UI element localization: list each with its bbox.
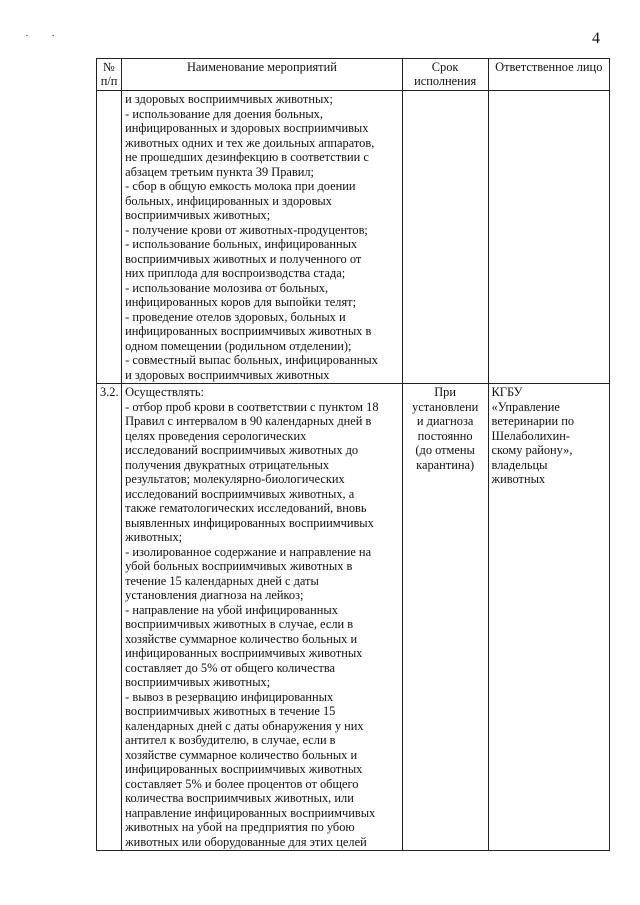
- table-header-row: [97, 59, 610, 91]
- text-line: календарных дней с даты обнаружения у них: [125, 718, 364, 733]
- text-line: - направление на убой инфицированных: [125, 602, 338, 617]
- cell-number-empty: [97, 91, 122, 384]
- text-line: инфицированных и здоровых восприимчивых: [125, 121, 369, 135]
- text-line: установления диагноза на лейкоз;: [125, 588, 304, 602]
- header-number: № п/п: [97, 59, 122, 91]
- text-line: ветеринарии по: [491, 414, 575, 428]
- text-line: количества восприимчивых животных, или: [125, 791, 354, 805]
- table-row-continued: [97, 91, 610, 384]
- text-line: животных на убой на предприятия по убою: [125, 820, 355, 834]
- text-line: Шелаболихин-: [491, 428, 570, 443]
- text-line: хозяйстве суммарное количество больных и: [125, 747, 358, 762]
- text-line: инфицированных коров для выпойки телят;: [125, 295, 357, 309]
- text-line: исследований восприимчивых животных до: [125, 443, 359, 457]
- text-line: - совместный выпас больных, инфицированных: [125, 353, 378, 367]
- text-line: инфицированных восприимчивых животных в: [125, 324, 372, 338]
- responsible-lines: [492, 385, 606, 487]
- corner-marks: · ·: [25, 30, 66, 42]
- cell-responsible-empty: [488, 91, 609, 384]
- text-line: одном помещении (родильном отделении);: [125, 338, 352, 353]
- text-line: и здоровых восприимчивых животных;: [125, 92, 333, 106]
- text-line: восприимчивых животных;: [125, 675, 271, 689]
- page-number: 4: [592, 30, 600, 47]
- activity-lines: [125, 385, 399, 849]
- text-line: восприимчивых животных в случае, если в: [125, 617, 354, 631]
- text-line: исследований восприимчивых животных, а: [125, 486, 355, 501]
- text-line: При: [434, 385, 457, 399]
- cell-deadline: [402, 384, 488, 851]
- text-line: антител к возбудителю, в случае, если в: [125, 733, 336, 747]
- text-line: - проведение отелов здоровых, больных и: [125, 309, 346, 324]
- text-line: животных: [491, 472, 546, 486]
- cell-responsible: [488, 384, 609, 851]
- text-line: «Управление: [491, 399, 560, 414]
- text-line: составляет 5% и более процентов от общего: [125, 776, 359, 791]
- text-line: целях проведения серологических: [125, 428, 307, 443]
- text-line: и диагноза: [416, 414, 474, 428]
- text-line: - сбор в общую емкость молока при доении: [125, 179, 356, 193]
- text-line: Осуществлять:: [125, 385, 204, 399]
- text-line: выявленных инфицированных восприимчивых: [125, 515, 374, 530]
- text-line: (до отмены: [415, 443, 475, 457]
- cell-deadline-empty: [402, 91, 488, 384]
- text-line: КГБУ: [491, 385, 523, 399]
- header-activity: Наименование мероприятий: [122, 59, 403, 91]
- text-line: них приплода для воспроизводства стада;: [125, 266, 346, 280]
- header-deadline: Срок исполнения: [402, 59, 488, 91]
- cell-activity-3-2: [122, 384, 403, 851]
- text-line: убой больных восприимчивых животных в: [125, 559, 353, 573]
- text-line: восприимчивых животных в течение 15: [125, 704, 336, 718]
- text-line: инфицированных восприимчивых животных: [125, 646, 363, 660]
- text-line: постоянно: [417, 428, 473, 443]
- text-line: установлени: [412, 399, 479, 414]
- activities-table: [96, 58, 610, 851]
- text-line: - вывоз в резервацию инфицированных: [125, 689, 334, 704]
- text-line: инфицированных восприимчивых животных: [125, 762, 363, 776]
- text-line: абзацем третьим пункта 39 Правил;: [125, 164, 315, 179]
- text-line: животных или оборудованные для этих целей: [125, 834, 367, 849]
- text-line: также гематологических исследований, вновь: [125, 501, 367, 515]
- text-line: - использование для доения больных,: [125, 106, 323, 121]
- cell-activity-continued: [122, 91, 403, 384]
- text-line: хозяйстве суммарное количество больных и: [125, 631, 358, 646]
- text-line: - изолированное содержание и направление на: [125, 544, 372, 559]
- activity-lines: [125, 92, 399, 382]
- text-line: не прошедших дезинфекцию в соответствии с: [125, 150, 369, 164]
- text-line: направление инфицированных восприимчивых: [125, 805, 376, 820]
- text-line: восприимчивых животных и полученного от: [125, 251, 362, 266]
- text-line: - использование больных, инфицированных: [125, 237, 358, 251]
- text-line: - использование молозива от больных,: [125, 280, 329, 295]
- text-line: животных;: [125, 530, 183, 544]
- text-line: составляет до 5% от общего количества: [125, 660, 336, 675]
- text-line: животных одних и тех же доильных аппаратов,: [125, 135, 375, 150]
- deadline-lines: [406, 385, 485, 472]
- text-line: карантина): [416, 457, 475, 472]
- text-line: больных, инфицированных и здоровых: [125, 193, 332, 208]
- text-line: получения двукратных отрицательных: [125, 457, 330, 472]
- text-line: - получение крови от животных-продуцентов;: [125, 222, 368, 237]
- text-line: скому району»,: [491, 443, 573, 457]
- table-row-3-2: [97, 384, 610, 851]
- text-line: результатов; молекулярно-биологических: [125, 472, 345, 486]
- text-line: и здоровых восприимчивых животных: [125, 367, 330, 382]
- text-line: владельцы: [491, 457, 548, 472]
- text-line: - отбор проб крови в соответствии с пунктом 18: [125, 399, 379, 414]
- header-responsible: Ответственное лицо: [488, 59, 609, 91]
- text-line: течение 15 календарных дней с даты: [125, 573, 319, 588]
- text-line: Правил с интервалом в 90 календарных дней в: [125, 414, 372, 428]
- row-number: 3.2.: [97, 384, 122, 851]
- text-line: восприимчивых животных;: [125, 208, 271, 222]
